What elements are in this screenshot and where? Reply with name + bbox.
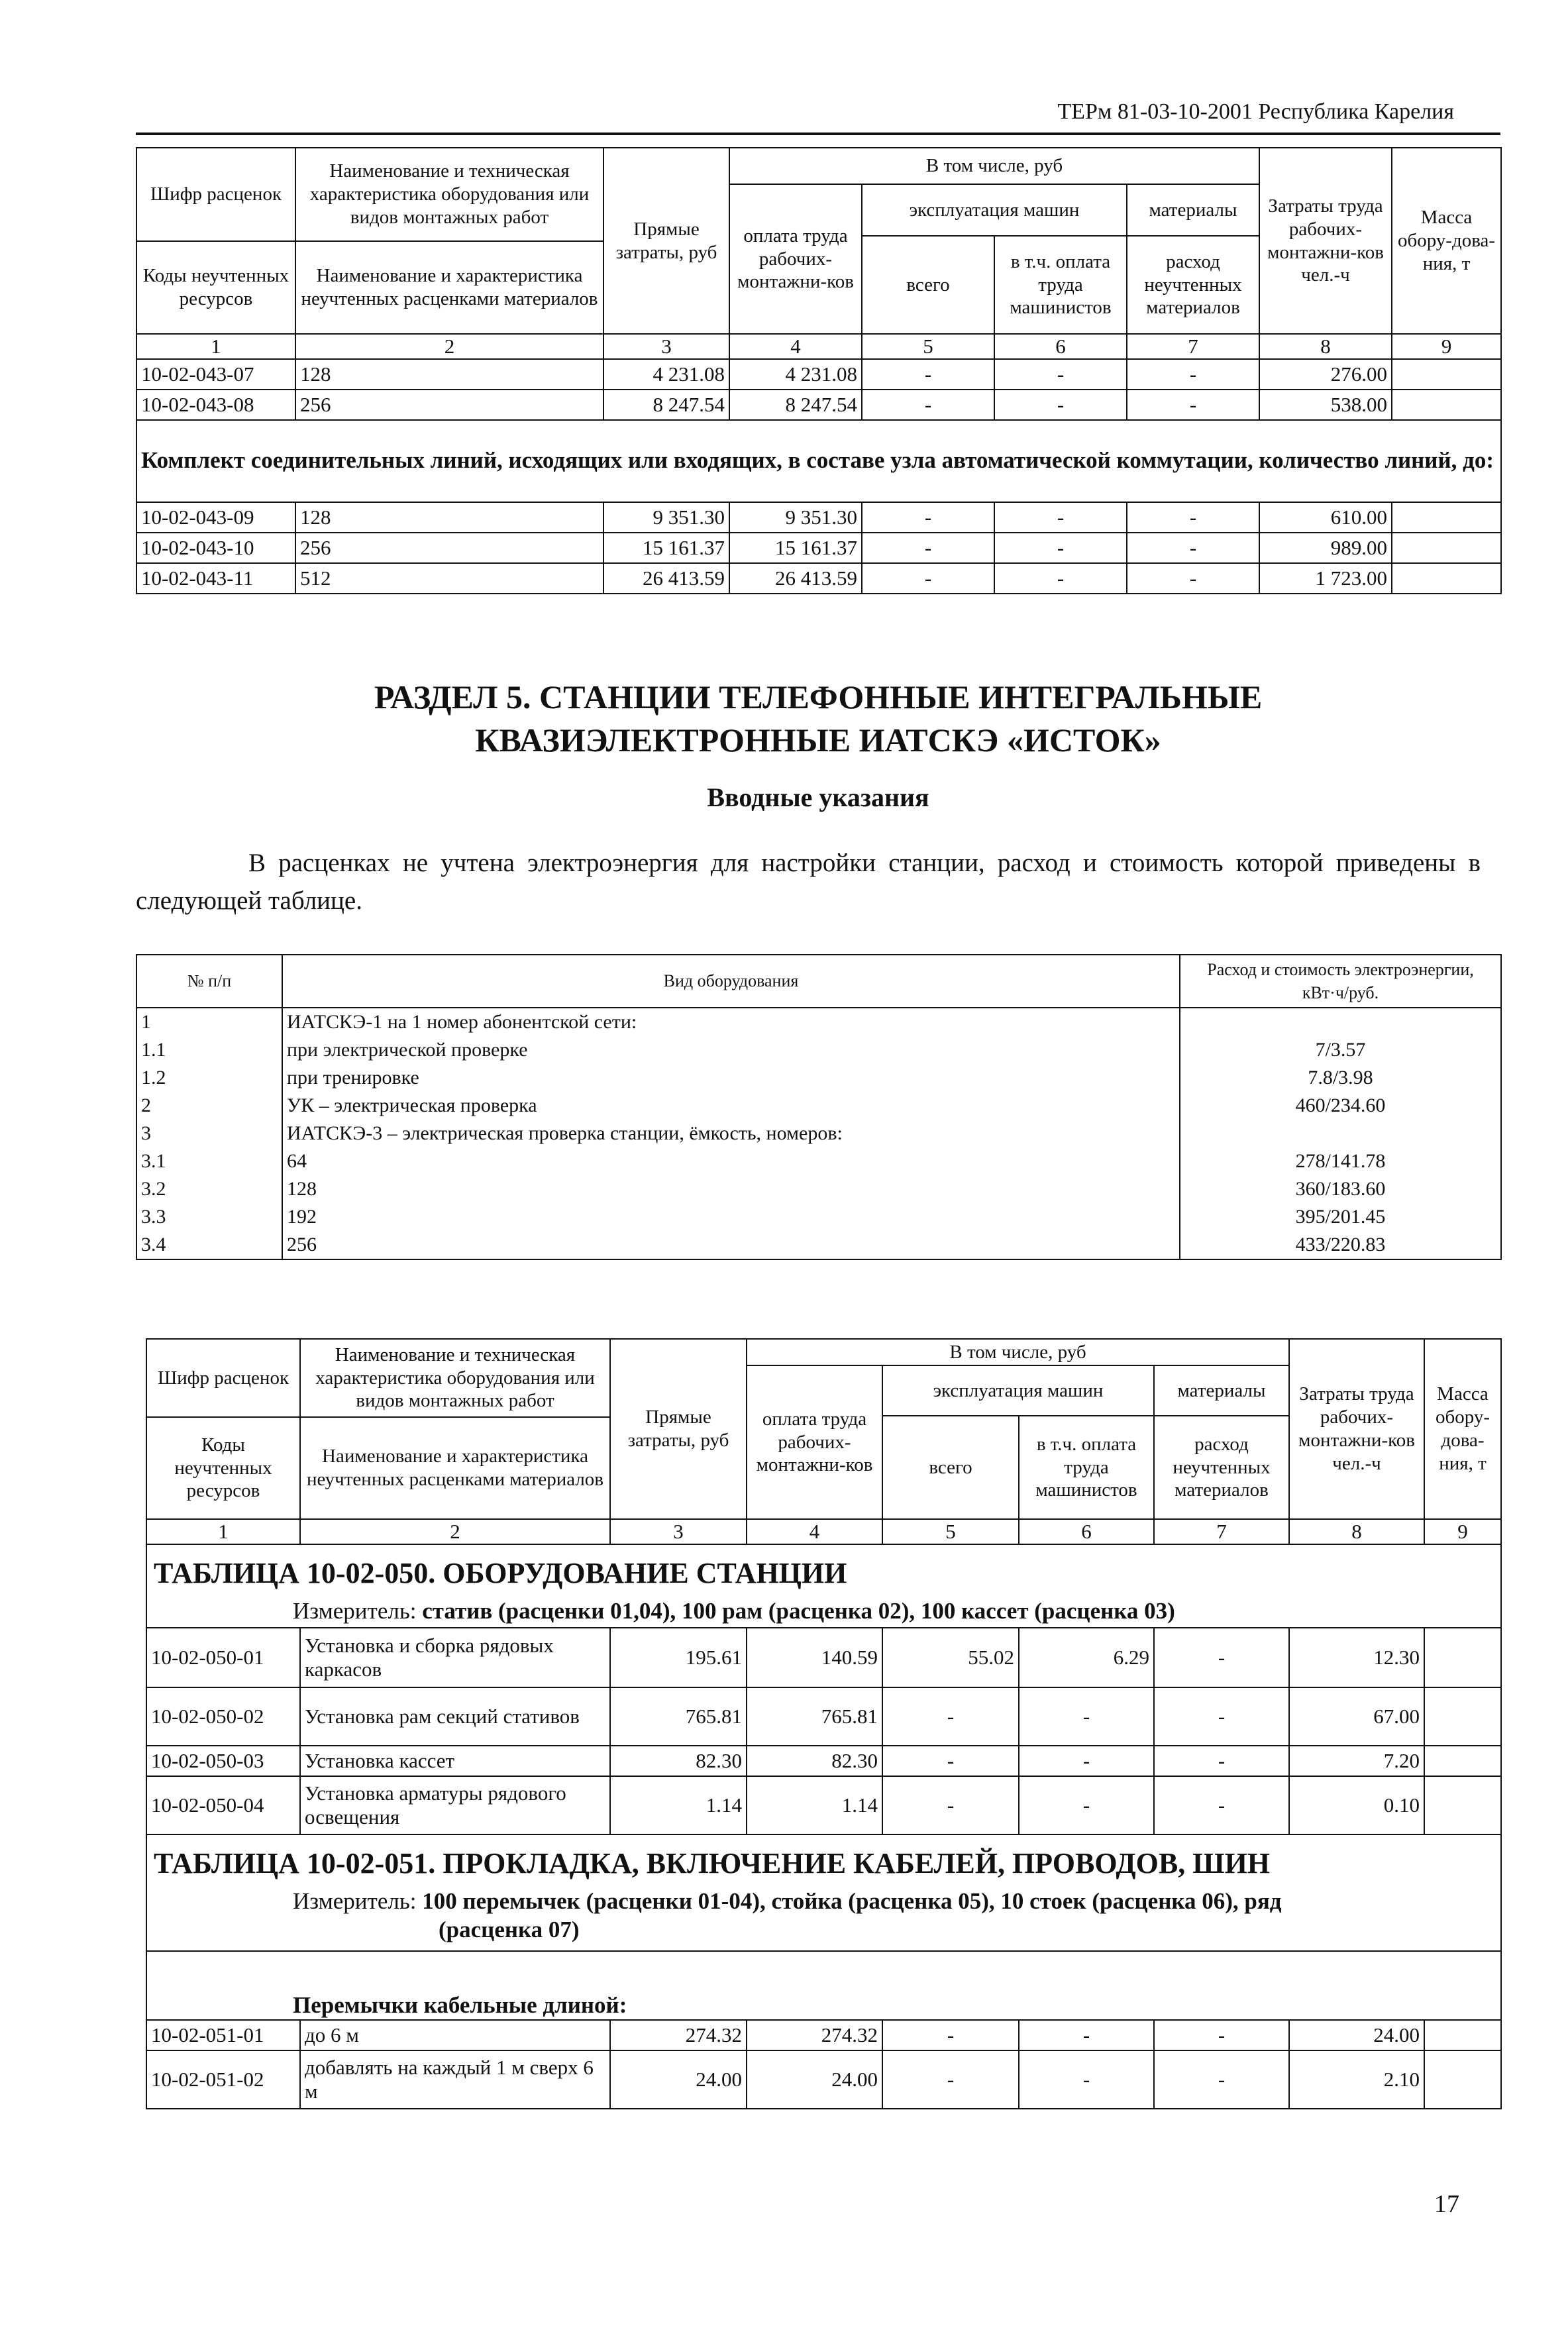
mass	[1424, 1628, 1501, 1687]
header-machinist-pay: в т.ч. оплата труда машинистов	[994, 236, 1127, 334]
row-number: 3	[136, 1120, 282, 1147]
col-number: 5	[862, 334, 994, 359]
direct-costs: 82.30	[610, 1746, 747, 1776]
energy-value	[1180, 1120, 1501, 1147]
rates-table-050-051	[146, 1338, 1502, 2109]
meter-text: статив (расценки 01,04), 100 рам (расценка 02), 100 кассет (расценка 03)	[422, 1598, 1175, 1624]
materials: -	[1127, 533, 1259, 563]
header-machines-total: всего	[882, 1416, 1019, 1519]
header-machinist-pay: в т.ч. оплата труда машинистов	[1019, 1416, 1154, 1519]
rate-name: Установка рам секций стативов	[300, 1687, 610, 1746]
machines-total: -	[882, 2050, 1019, 2109]
energy-value: 460/234.60	[1180, 1092, 1501, 1120]
labor-hours: 7.20	[1289, 1746, 1424, 1776]
labor-pay: 140.59	[747, 1628, 882, 1687]
rate-code: 10-02-043-08	[136, 390, 295, 420]
equipment-type: при тренировке	[282, 1064, 1180, 1092]
running-head: ТЕРм 81-03-10-2001 Республика Карелия	[1057, 99, 1454, 124]
row-number: 1.1	[136, 1036, 282, 1064]
direct-costs: 195.61	[610, 1628, 747, 1687]
header-materials-name: Наименование и характеристика неучтенных расценками материалов	[295, 241, 603, 334]
machinist-pay: -	[1019, 1687, 1154, 1746]
labor-hours: 24.00	[1289, 2020, 1424, 2050]
table-row	[146, 1687, 1501, 1746]
header-materials-name: Наименование и характеристика неучтенных расценками материалов	[300, 1417, 610, 1519]
table-row	[136, 533, 1501, 563]
machinist-pay: -	[1019, 2050, 1154, 2109]
page-number: 17	[1434, 2190, 1459, 2218]
mass	[1424, 1687, 1501, 1746]
rate-name: Установка и сборка рядовых каркасов	[300, 1628, 610, 1687]
table-row	[146, 1628, 1501, 1687]
col-number: 1	[146, 1519, 300, 1544]
meter-text: 100 перемычек (расценки 01-04), стойка (расценка 05), 10 стоек (расценка 06), ряд	[422, 1888, 1282, 1915]
header-resource-codes: Коды неучтенных ресурсов	[136, 241, 295, 334]
intro-title: Вводные указания	[707, 782, 929, 812]
rate-code: 10-02-043-11	[136, 563, 295, 594]
rate-name: 512	[295, 563, 603, 594]
mass	[1392, 359, 1501, 390]
energy-value: 433/220.83	[1180, 1231, 1501, 1259]
section-title: Комплект соединительных линий, исходящих или входящих, в составе узла автоматической коммутации, количество линий, до:	[136, 420, 1501, 502]
labor-pay: 765.81	[747, 1687, 882, 1746]
intro-paragraph: В расценках не учтена электроэнергия для настройки станции, расход и стоимость которой приведены в следующей таблице.	[136, 849, 1481, 915]
table-row	[136, 1064, 1501, 1092]
header-machines: эксплуатация машин	[862, 184, 1127, 236]
labor-pay: 82.30	[747, 1746, 882, 1776]
mass	[1392, 563, 1501, 594]
col-number: 7	[1154, 1519, 1289, 1544]
table-row	[136, 359, 1501, 390]
mass	[1392, 502, 1501, 533]
machines-total: -	[862, 533, 994, 563]
rate-name: добавлять на каждый 1 м сверх 6 м	[300, 2050, 610, 2109]
direct-costs: 765.81	[610, 1687, 747, 1746]
rate-name: 128	[295, 359, 603, 390]
mass	[1424, 2050, 1501, 2109]
rate-code: 10-02-050-03	[146, 1746, 300, 1776]
header-name: Наименование и техническая характеристика оборудования или видов монтажных работ	[300, 1339, 610, 1417]
table-051-title: ТАБЛИЦА 10-02-051. ПРОКЛАДКА, ВКЛЮЧЕНИЕ КАБЕЛЕЙ, ПРОВОДОВ, ШИН	[154, 1846, 1271, 1880]
table-row	[146, 2050, 1501, 2109]
header-row-number: № п/п	[136, 955, 282, 1008]
table-row	[146, 2020, 1501, 2050]
col-number: 2	[295, 334, 603, 359]
row-number: 2	[136, 1092, 282, 1120]
machines-total: -	[862, 390, 994, 420]
table-051-meter	[154, 1885, 1496, 1917]
labor-hours: 989.00	[1259, 533, 1392, 563]
machinist-pay: 6.29	[1019, 1628, 1154, 1687]
header-code: Шифр расценок	[146, 1339, 300, 1417]
meter-text-continued: (расценка 07)	[439, 1917, 580, 1943]
labor-hours: 538.00	[1259, 390, 1392, 420]
direct-costs: 8 247.54	[603, 390, 729, 420]
materials: -	[1154, 1746, 1289, 1776]
header-equipment-type: Вид оборудования	[282, 955, 1180, 1008]
meter-label: Измеритель:	[293, 1888, 423, 1915]
energy-value: 395/201.45	[1180, 1203, 1501, 1231]
header-materials: материалы	[1127, 184, 1259, 236]
direct-costs: 1.14	[610, 1776, 747, 1834]
labor-pay: 15 161.37	[729, 533, 862, 563]
table-row	[136, 1175, 1501, 1203]
labor-hours: 67.00	[1289, 1687, 1424, 1746]
header-machines-total: всего	[862, 236, 994, 334]
row-number: 3.4	[136, 1231, 282, 1259]
header-name: Наименование и техническая характеристика оборудования или видов монтажных работ	[295, 148, 603, 241]
direct-costs: 4 231.08	[603, 359, 729, 390]
col-number: 3	[603, 334, 729, 359]
machinist-pay: -	[1019, 2020, 1154, 2050]
direct-costs: 9 351.30	[603, 502, 729, 533]
header-resource-codes: Коды неучтенных ресурсов	[146, 1417, 300, 1519]
machines-total: -	[882, 1687, 1019, 1746]
machinist-pay: -	[994, 502, 1127, 533]
header-unaccounted-materials: расход неучтенных материалов	[1154, 1416, 1289, 1519]
header-including: В том числе, руб	[747, 1339, 1289, 1365]
equipment-type: 64	[282, 1147, 1180, 1175]
energy-value: 278/141.78	[1180, 1147, 1501, 1175]
equipment-type: при электрической проверке	[282, 1036, 1180, 1064]
row-number: 1.2	[136, 1064, 282, 1092]
materials: -	[1154, 1776, 1289, 1834]
direct-costs: 15 161.37	[603, 533, 729, 563]
header-mass: Масса обору-дова-ния, т	[1392, 148, 1501, 334]
energy-value: 360/183.60	[1180, 1175, 1501, 1203]
rate-code: 10-02-043-09	[136, 502, 295, 533]
col-number: 4	[729, 334, 862, 359]
labor-hours: 610.00	[1259, 502, 1392, 533]
labor-pay: 1.14	[747, 1776, 882, 1834]
equipment-type: 128	[282, 1175, 1180, 1203]
col-number: 5	[882, 1519, 1019, 1544]
machines-total: -	[862, 502, 994, 533]
rate-name: до 6 м	[300, 2020, 610, 2050]
section-heading-line2: КВАЗИЭЛЕКТРОННЫЕ ИАТСКЭ «ИСТОК»	[475, 721, 1161, 759]
mass	[1424, 1776, 1501, 1834]
table-050-title: ТАБЛИЦА 10-02-050. ОБОРУДОВАНИЕ СТАНЦИИ	[154, 1556, 847, 1589]
header-direct-costs: Прямые затраты, руб	[603, 148, 729, 334]
header-machines: эксплуатация машин	[882, 1365, 1154, 1416]
rate-code: 10-02-043-10	[136, 533, 295, 563]
machines-total: -	[882, 1746, 1019, 1776]
labor-hours: 1 723.00	[1259, 563, 1392, 594]
energy-table	[136, 954, 1502, 1260]
col-number: 6	[994, 334, 1127, 359]
table-row	[146, 1776, 1501, 1834]
col-number: 8	[1289, 1519, 1424, 1544]
table-row	[136, 1120, 1501, 1147]
machines-total: -	[882, 2020, 1019, 2050]
rate-code: 10-02-050-02	[146, 1687, 300, 1746]
col-number: 4	[747, 1519, 882, 1544]
machines-total: 55.02	[882, 1628, 1019, 1687]
subsection-row	[146, 1951, 1501, 2020]
col-number: 6	[1019, 1519, 1154, 1544]
direct-costs: 274.32	[610, 2020, 747, 2050]
labor-pay: 9 351.30	[729, 502, 862, 533]
materials: -	[1127, 502, 1259, 533]
header-labor-pay: оплата труда рабочих-монтажни-ков	[729, 184, 862, 334]
machinist-pay: -	[994, 563, 1127, 594]
materials: -	[1154, 2050, 1289, 2109]
table-row	[136, 1203, 1501, 1231]
machines-total: -	[862, 359, 994, 390]
meter-label: Измеритель:	[293, 1598, 423, 1624]
col-number: 2	[300, 1519, 610, 1544]
table-row	[136, 390, 1501, 420]
row-number: 3.1	[136, 1147, 282, 1175]
table-row	[136, 563, 1501, 594]
direct-costs: 26 413.59	[603, 563, 729, 594]
row-number: 1	[136, 1008, 282, 1036]
equipment-type: ИАТСКЭ-3 – электрическая проверка станции, ёмкость, номеров:	[282, 1120, 1180, 1147]
table-050-meter	[154, 1595, 1496, 1626]
equipment-type: 192	[282, 1203, 1180, 1231]
machines-total: -	[862, 563, 994, 594]
machinist-pay: -	[994, 359, 1127, 390]
rate-name: Установка арматуры рядового освещения	[300, 1776, 610, 1834]
header-unaccounted-materials: расход неучтенных материалов	[1127, 236, 1259, 334]
rate-code: 10-02-050-04	[146, 1776, 300, 1834]
labor-hours: 12.30	[1289, 1628, 1424, 1687]
rate-code: 10-02-043-07	[136, 359, 295, 390]
mass	[1392, 533, 1501, 563]
labor-hours: 0.10	[1289, 1776, 1424, 1834]
col-number: 3	[610, 1519, 747, 1544]
header-labor-hours: Затраты труда рабочих-монтажни-ков чел.-ч	[1289, 1339, 1424, 1519]
materials: -	[1154, 2020, 1289, 2050]
table-051-heading	[146, 1834, 1501, 1951]
table-row	[136, 1008, 1501, 1036]
equipment-type: 256	[282, 1231, 1180, 1259]
table-row	[136, 1231, 1501, 1259]
machinist-pay: -	[1019, 1776, 1154, 1834]
materials: -	[1154, 1628, 1289, 1687]
mass	[1392, 390, 1501, 420]
table-row	[136, 1147, 1501, 1175]
table-row	[136, 502, 1501, 533]
labor-hours: 2.10	[1289, 2050, 1424, 2109]
header-mass: Масса обору-дова-ния, т	[1424, 1339, 1501, 1519]
direct-costs: 24.00	[610, 2050, 747, 2109]
energy-value: 7.8/3.98	[1180, 1064, 1501, 1092]
rate-name: Установка кассет	[300, 1746, 610, 1776]
table-050-heading	[146, 1544, 1501, 1628]
labor-pay: 274.32	[747, 2020, 882, 2050]
labor-pay: 8 247.54	[729, 390, 862, 420]
header-including: В том числе, руб	[729, 148, 1259, 184]
energy-value: 7/3.57	[1180, 1036, 1501, 1064]
rates-table-043	[136, 147, 1502, 594]
rate-name: 128	[295, 502, 603, 533]
equipment-type: УК – электрическая проверка	[282, 1092, 1180, 1120]
labor-pay: 24.00	[747, 2050, 882, 2109]
rate-code: 10-02-050-01	[146, 1628, 300, 1687]
col-number: 7	[1127, 334, 1259, 359]
labor-pay: 26 413.59	[729, 563, 862, 594]
header-code: Шифр расценок	[136, 148, 295, 241]
materials: -	[1127, 563, 1259, 594]
subsection-title: Перемычки кабельные длиной:	[293, 1992, 627, 2019]
rate-name: 256	[295, 533, 603, 563]
materials: -	[1127, 390, 1259, 420]
row-number: 3.3	[136, 1203, 282, 1231]
machines-total: -	[882, 1776, 1019, 1834]
header-direct-costs: Прямые затраты, руб	[610, 1339, 747, 1519]
labor-pay: 4 231.08	[729, 359, 862, 390]
rate-code: 10-02-051-02	[146, 2050, 300, 2109]
table-row	[136, 1092, 1501, 1120]
mass	[1424, 2020, 1501, 2050]
energy-value	[1180, 1008, 1501, 1036]
col-number: 8	[1259, 334, 1392, 359]
labor-hours: 276.00	[1259, 359, 1392, 390]
equipment-type: ИАТСКЭ-1 на 1 номер абонентской сети:	[282, 1008, 1180, 1036]
header-labor-pay: оплата труда рабочих-монтажни-ков	[747, 1365, 882, 1519]
col-number: 9	[1392, 334, 1501, 359]
machinist-pay: -	[1019, 1746, 1154, 1776]
col-number: 1	[136, 334, 295, 359]
header-labor-hours: Затраты труда рабочих-монтажни-ков чел.-ч	[1259, 148, 1392, 334]
table-row	[146, 1746, 1501, 1776]
materials: -	[1127, 359, 1259, 390]
section-heading-line1: РАЗДЕЛ 5. СТАНЦИИ ТЕЛЕФОННЫЕ ИНТЕГРАЛЬНЫЕ	[374, 678, 1263, 716]
mass	[1424, 1746, 1501, 1776]
header-materials: материалы	[1154, 1365, 1289, 1416]
header-energy-cost: Расход и стоимость электроэнергии, кВт·ч/руб.	[1180, 955, 1501, 1008]
materials: -	[1154, 1687, 1289, 1746]
table-row	[136, 1036, 1501, 1064]
header-rule	[136, 132, 1500, 135]
machinist-pay: -	[994, 390, 1127, 420]
col-number: 9	[1424, 1519, 1501, 1544]
row-number: 3.2	[136, 1175, 282, 1203]
machinist-pay: -	[994, 533, 1127, 563]
rate-code: 10-02-051-01	[146, 2020, 300, 2050]
section-heading	[136, 676, 1500, 762]
rate-name: 256	[295, 390, 603, 420]
